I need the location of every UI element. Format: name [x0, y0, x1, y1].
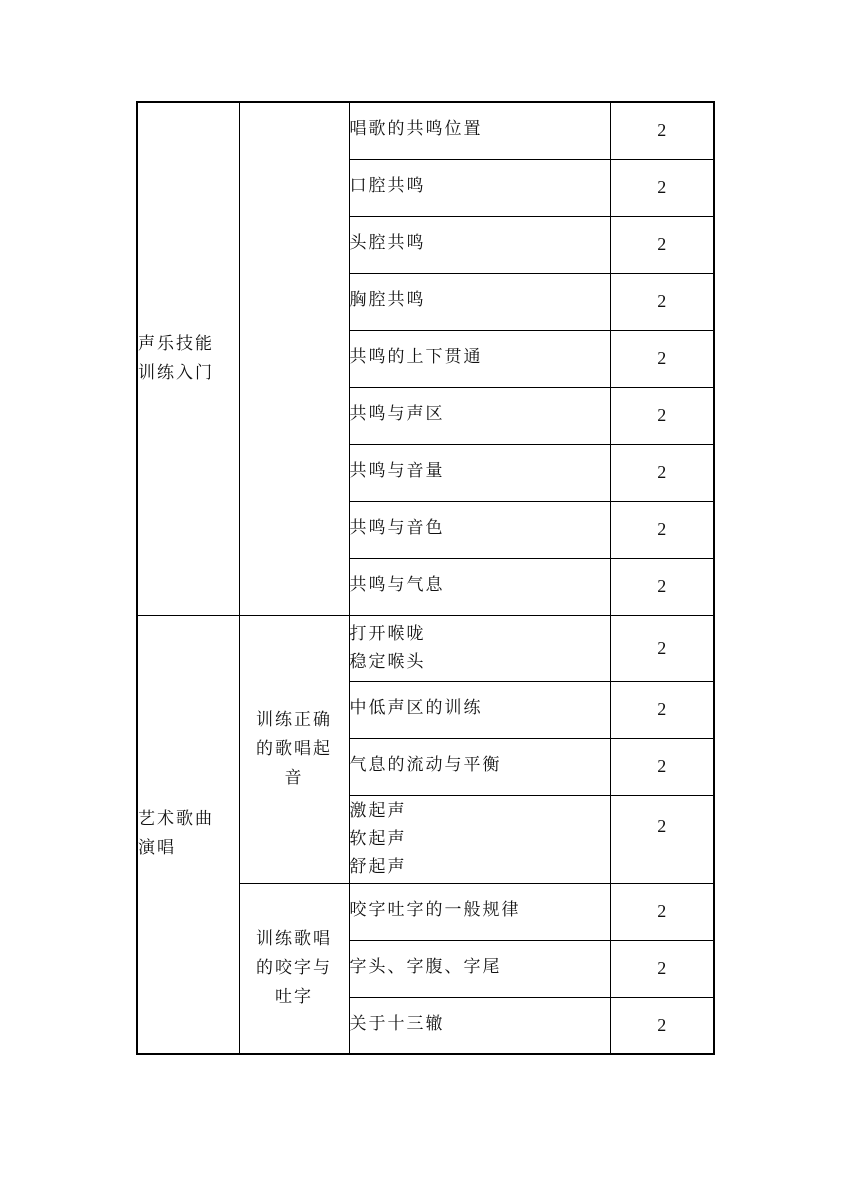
unit-name-line: 音: [284, 767, 304, 788]
hours-cell: 2: [610, 102, 714, 159]
hours-cell: 2: [610, 940, 714, 997]
topic-cell: 共鸣与声区: [349, 387, 610, 444]
hours-cell: 2: [610, 795, 714, 883]
hours-cell: 2: [610, 216, 714, 273]
topic-cell: 气息的流动与平衡: [349, 738, 610, 795]
hours-cell: 2: [610, 615, 714, 681]
unit-cell-empty: [239, 102, 349, 615]
topic-cell: 共鸣与音量: [349, 444, 610, 501]
unit-name-line: 吐字: [275, 986, 313, 1007]
topic-cell: 中低声区的训练: [349, 681, 610, 738]
module-name-line: 声乐技能: [138, 333, 214, 354]
table-row: [137, 615, 714, 681]
unit-cell: [239, 615, 349, 883]
topic-cell: 共鸣与气息: [349, 558, 610, 615]
hours-cell: 2: [610, 159, 714, 216]
table-row: [137, 102, 714, 159]
unit-cell: [239, 883, 349, 1054]
unit-name-line: 的咬字与: [256, 957, 332, 978]
module-cell: [137, 615, 239, 1054]
module-name-line: 艺术歌曲: [138, 809, 214, 830]
topic-cell: 咬字吐字的一般规律: [349, 883, 610, 940]
hours-cell: 2: [610, 444, 714, 501]
topic-cell: 共鸣与音色: [349, 501, 610, 558]
curriculum-table: [136, 101, 715, 1055]
topic-cell: 字头、字腹、字尾: [349, 940, 610, 997]
hours-cell: 2: [610, 997, 714, 1054]
curriculum-table-body: [137, 102, 714, 1054]
hours-cell: 2: [610, 387, 714, 444]
hours-cell: 2: [610, 330, 714, 387]
topic-cell: 胸腔共鸣: [349, 273, 610, 330]
hours-cell: 2: [610, 501, 714, 558]
topic-cell: 激起声 软起声 舒起声: [349, 795, 610, 883]
unit-name-line: 训练歌唱: [256, 928, 332, 949]
unit-name-line: 训练正确: [256, 709, 332, 730]
module-cell: [137, 102, 239, 615]
module-name-line: 演唱: [138, 838, 176, 859]
topic-cell: 口腔共鸣: [349, 159, 610, 216]
hours-cell: 2: [610, 558, 714, 615]
hours-cell: 2: [610, 273, 714, 330]
unit-name-line: 的歌唱起: [256, 738, 332, 759]
topic-cell: 共鸣的上下贯通: [349, 330, 610, 387]
module-name-line: 训练入门: [138, 362, 214, 383]
topic-cell: 唱歌的共鸣位置: [349, 102, 610, 159]
topic-cell: 关于十三辙: [349, 997, 610, 1054]
topic-cell: 头腔共鸣: [349, 216, 610, 273]
hours-cell: 2: [610, 681, 714, 738]
hours-cell: 2: [610, 738, 714, 795]
topic-cell: 打开喉咙 稳定喉头: [349, 615, 610, 681]
hours-cell: 2: [610, 883, 714, 940]
